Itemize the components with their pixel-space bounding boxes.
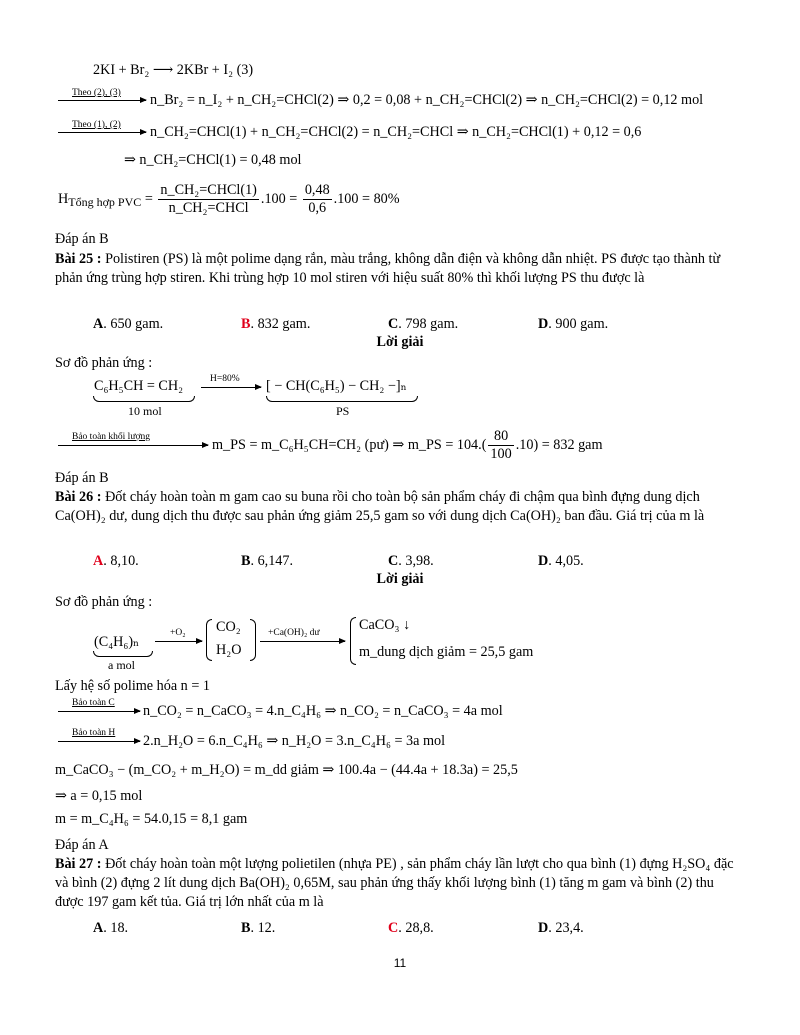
option-27-c: C. 28,8. — [388, 920, 434, 936]
caoh2-label: +Ca(OH)₂ dư — [268, 628, 320, 638]
btc-equation: n_CO₂ = n_CaCO₃ = 4.n_C₄H₆ ⇒ n_CO₂ = n_CaCO₃ = 4a mol — [143, 703, 503, 719]
styrene-reactant: C₆H₅CH = CH₂ — [94, 378, 184, 394]
buna-reactant: (C₄H₆)ₙ — [94, 634, 140, 650]
right-brace — [350, 617, 356, 665]
theo-12-label: Theo (1), (2) — [72, 120, 121, 130]
btc-arrow — [58, 711, 140, 712]
reactant-amount: 10 mol — [128, 404, 162, 418]
polymerization-arrow — [201, 387, 261, 388]
btkl-fraction: $\frac{80}{100}$ — [490, 428, 512, 462]
btkl-arrow — [58, 445, 208, 446]
option-26-a: A. 8,10. — [93, 553, 139, 569]
question-25-text: Polistiren (PS) là một polime dạng rắn, màu trắng, không dẫn điện và không dẫn nhiệt. PS được tạo thành từ phản ứng trùng hợp stiren. Khi trùng hợp 10 mol stiren với hiệu suất 80% thì khối lượng PS thu được là — [55, 251, 721, 286]
loi-giai-26: Lời giải — [376, 571, 424, 587]
bth-arrow — [58, 741, 140, 742]
btkl-equation: m_PS = m_C₆H₅CH=CH₂ (pư) ⇒ m_PS = 104.( $\frac{80}{100}$ .10) = 832 gam — [212, 428, 603, 462]
theo-12-arrow — [58, 132, 146, 133]
option-25-d: D. 900 gam. — [538, 316, 609, 332]
h80-label: H=80% — [210, 374, 240, 384]
heso-line: Lấy hệ số polime hóa n = 1 — [55, 678, 210, 694]
caco3-product: CaCO₃ ↓ — [359, 617, 411, 633]
mass-equation: m_CaCO₃ − (m_CO₂ + m_H₂O) = m_dd giảm ⇒ 100.4a − (44.4a + 18.3a) = 25,5 — [55, 762, 518, 778]
h2o-product: H₂O — [216, 642, 242, 658]
option-26-d: D. 4,05. — [538, 553, 584, 569]
bth-equation: 2.n_H₂O = 6.n_C₄H₆ ⇒ n_H₂O = 3.n_C₄H₆ = 3a mol — [143, 733, 446, 749]
option-25-b: B. 832 gam. — [241, 316, 311, 332]
m-equation: m = m_C₄H₆ = 54.0,15 = 8,1 gam — [55, 811, 248, 827]
equation-line-2: n_Br₂ = n_I₂ + n_CH₂=CHCl(2) ⇒ 0,2 = 0,08 + n_CH₂=CHCl(2) ⇒ n_CH₂=CHCl(2) = 0,12 mol — [150, 92, 704, 108]
combustion-arrow — [155, 641, 202, 642]
buna-amount: a mol — [108, 658, 135, 672]
product-label: PS — [336, 404, 350, 418]
mid-left-brace — [206, 619, 212, 661]
btkl-label: Bảo toàn khối lượng — [72, 432, 150, 442]
absorption-arrow — [260, 641, 345, 642]
option-27-d: D. 23,4. — [538, 920, 584, 936]
reactant-brace — [93, 396, 195, 402]
page-number: 11 — [393, 956, 407, 970]
option-26-c: C. 3,98. — [388, 553, 434, 569]
equation-3: 2KI + Br₂ ⟶ 2KBr + I₂ (3) — [93, 62, 254, 78]
yield-fraction-1: $\frac{\text{n\_CH₂=CHCl(1)}}{\text{n\_CH₂=CHCl}}$ — [160, 182, 257, 216]
question-25 — [55, 250, 745, 288]
question-27 — [55, 855, 745, 912]
ps-product: [ − CH(C₆H₅) − CH₂ −]ₙ — [266, 378, 407, 394]
bth-label: Bảo toàn H — [72, 728, 116, 738]
yield-sub: Tổng hợp PVC — [68, 194, 142, 209]
answer-top: Đáp án B — [55, 231, 109, 247]
question-25-title: Bài 25 : — [55, 251, 102, 267]
mid-right-brace — [250, 619, 256, 661]
option-26-b: B. 6,147. — [241, 553, 294, 569]
equation-line-4: ⇒ n_CH₂=CHCl(1) = 0,48 mol — [124, 152, 302, 168]
answer-26: Đáp án A — [55, 837, 109, 853]
equation-line-3: n_CH₂=CHCl(1) + n_CH₂=CHCl(2) = n_CH₂=CHCl ⇒ n_CH₂=CHCl(1) + 0,12 = 0,6 — [150, 124, 642, 140]
theo-23-arrow — [58, 100, 146, 101]
mass-decrease: m_dung dịch giảm = 25,5 gam — [359, 644, 534, 660]
option-27-b: B. 12. — [241, 920, 276, 936]
yield-equation: $H_{Tổng hợp PVC}$ = $\frac{\text{n\_CH₂=CHCl(1)}}{\text{n\_CH₂=CHCl}}$ .100 = $\frac{0,48}{0,6}$ .100 = 80% — [58, 182, 400, 216]
btc-label: Bảo toàn C — [72, 698, 115, 708]
loi-giai-25: Lời giải — [376, 334, 424, 350]
option-25-a: A. 650 gam. — [93, 316, 164, 332]
theo-23-label: Theo (2), (3) — [72, 88, 121, 98]
question-26-text: Đốt cháy hoàn toàn m gam cao su buna rồi cho toàn bộ sản phẩm cháy đi chậm qua bình đựng dung dịch Ca(OH)₂ dư, dung dịch thu được sau phản ứng giảm 25,5 gam so với dung dịch Ca(OH)₂ ban đầu. Giá trị của m là — [55, 489, 705, 524]
product-brace — [266, 396, 418, 402]
so-do-25: Sơ đồ phản ứng : — [55, 355, 153, 371]
co2-product: CO₂ — [216, 619, 241, 635]
question-26 — [55, 488, 745, 526]
a-equation: ⇒ a = 0,15 mol — [55, 788, 143, 804]
option-27-a: A. 18. — [93, 920, 129, 936]
answer-25: Đáp án B — [55, 470, 109, 486]
so-do-26: Sơ đồ phản ứng : — [55, 594, 153, 610]
question-26-title: Bài 26 : — [55, 489, 102, 505]
question-27-text: Đốt cháy hoàn toàn một lượng polietilen (nhựa PE) , sản phẩm cháy lần lượt cho qua bình (1) đựng H₂SO₄ đặc và bình (2) đựng 2 lít dung dịch Ba(OH)₂ 0,65M, sau phản ứng thấy khối lượng bình (1) tăng m gam và bình (2) thu được 197 gam kết tủa. Giá trị lớn nhất của m là — [55, 856, 734, 910]
option-25-c: C. 798 gam. — [388, 316, 459, 332]
yield-fraction-2: $\frac{0,48}{0,6}$ — [304, 182, 330, 216]
question-27-title: Bài 27 : — [55, 856, 102, 872]
o2-label: +O₂ — [170, 628, 186, 638]
yield-lhs: H — [58, 190, 69, 207]
